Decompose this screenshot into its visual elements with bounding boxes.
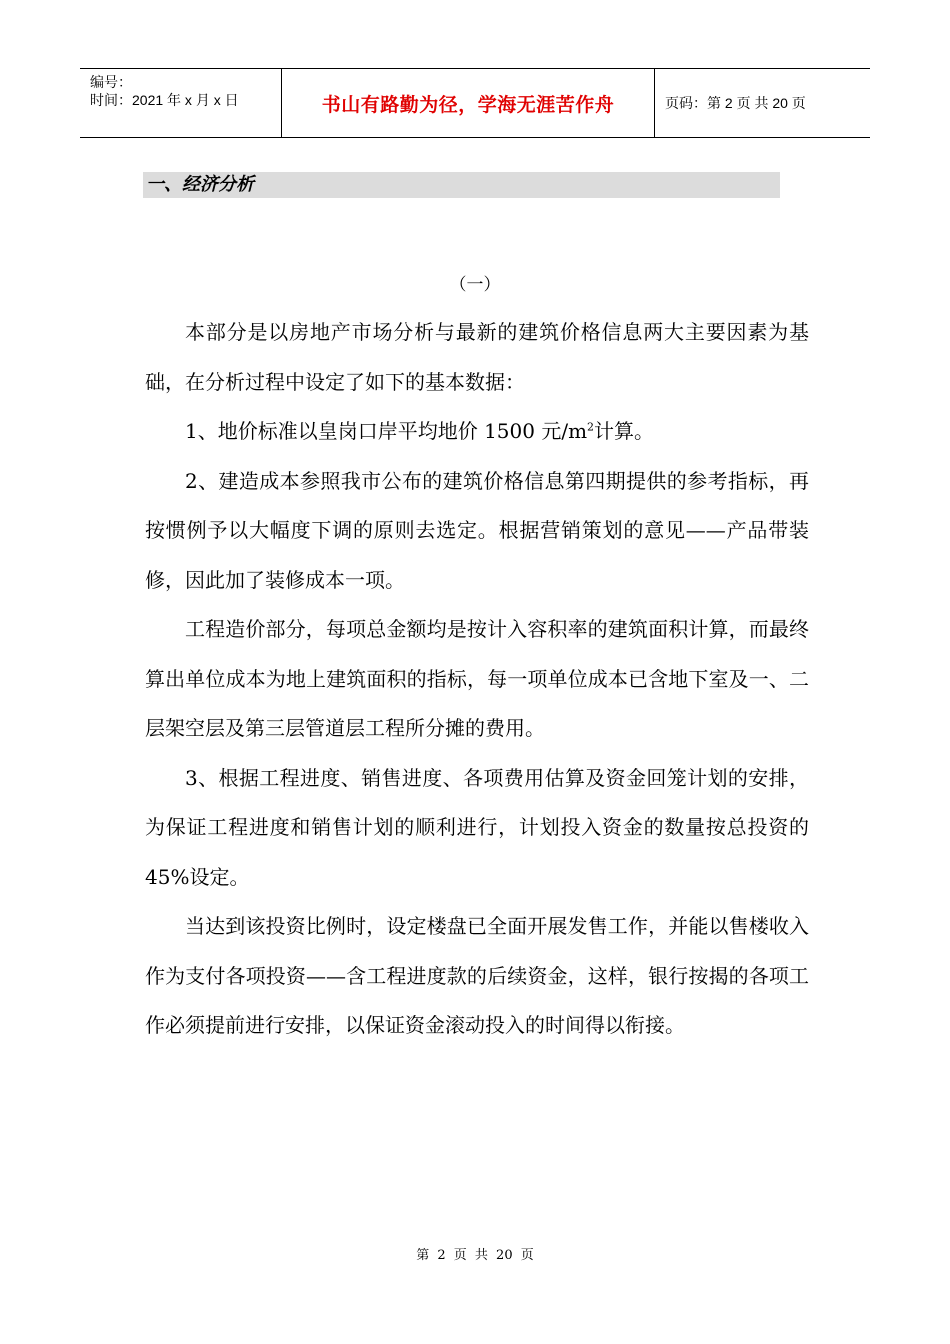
- body-text: [145, 308, 809, 1051]
- paragraph: 当达到该投资比例时，设定楼盘已全面开展发售工作，并能以售楼收入作为支付各项投资——含工程进度款的后续资金，这样，银行按揭的各项工作必须提前进行安排，以保证资金滚动投入的时间得以衔接。: [145, 914, 809, 1037]
- time-label: 时间：2021 年 x 月 x 日: [90, 92, 239, 108]
- page-footer: 第 2 页 共 20 页: [416, 1248, 534, 1263]
- paragraph: 工程造价部分，每项总金额均是按计入容积率的建筑面积计算，而最终算出单位成本为地上建筑面积的指标，每一项单位成本已含地下室及一、二层架空层及第三层管道层工程所分摊的费用。: [145, 617, 809, 740]
- section-title: 一、经济分析: [146, 174, 254, 195]
- number-label: 编号：: [90, 74, 132, 90]
- header-table: [80, 68, 870, 138]
- paragraph-text: 计算。: [594, 419, 655, 443]
- paragraph-text: 1、地价标准以皇岗口岸平均地价 1500 元/m: [185, 419, 588, 443]
- paragraph: [145, 407, 809, 457]
- paragraph: 2、建造成本参照我市公布的建筑价格信息第四期提供的参考指标，再按惯例予以大幅度下调的原则去选定。根据营销策划的意见——产品带装修，因此加了装修成本一项。: [145, 468, 809, 592]
- paragraph: 本部分是以房地产市场分析与最新的建筑价格信息两大主要因素为基础，在分析过程中设定了如下的基本数据：: [145, 320, 809, 394]
- header-meta: [80, 69, 282, 137]
- subsection-title: （一）: [449, 275, 501, 295]
- header-page-label: 页码：第 2 页 共 20 页: [665, 95, 806, 111]
- paragraph: 3、根据工程进度、销售进度、各项费用估算及资金回笼计划的安排，为保证工程进度和销售计划的顺利进行，计划投入资金的数量按总投资的 45%设定。: [145, 765, 809, 889]
- header-motto: 书山有路勤为径，学海无涯苦作舟: [282, 69, 655, 137]
- superscript: 2: [587, 420, 595, 434]
